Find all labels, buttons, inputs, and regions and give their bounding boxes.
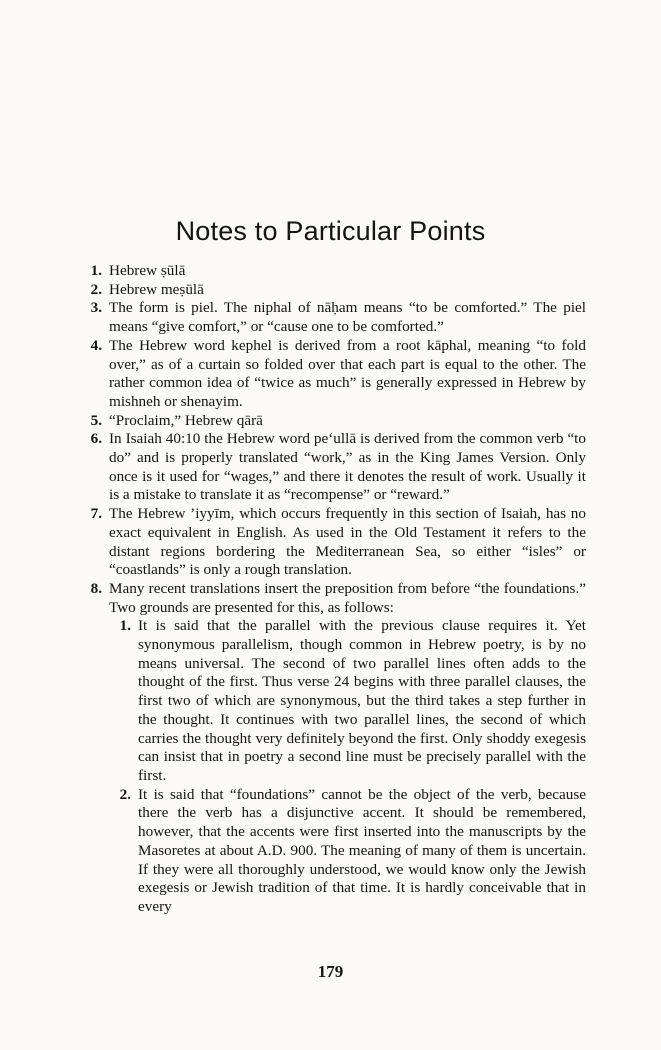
note-number: 5. [90, 411, 102, 429]
note-item [80, 337, 586, 412]
note-item [80, 412, 586, 431]
note-text: Hebrew ṣūlā [109, 262, 186, 279]
subnote-text: It is said that “foundations” cannot be the object of the verb, because there the verb has a disjunctive accent. It should be remembered, however, that the accents were first inserted into the manuscripts by the Masoretes at about A.D. 900. The meaning of many of them is uncertain. If they were all thoroughly understood, we would know only the Jewish exegesis or Jewish tradition of that time. It is hardly conceivable that in every [138, 785, 586, 915]
subnote-item [109, 786, 586, 917]
page-title: Notes to Particular Points [175, 216, 486, 246]
note-text: Hebrew meṣūlā [109, 280, 204, 298]
note-text: Many recent translations insert the preposition from before “the foundations.” Two grounds are presented for this, as follows: [109, 579, 586, 616]
note-text: “Proclaim,” Hebrew qārā [109, 411, 263, 429]
note-text: The Hebrew word kephel is derived from a root kāphal, meaning “to fold over,” as of a curtain so folded over that each part is equal to the other. The rather common idea of “twice as much” is generally expressed in Hebrew by mishneh or shenayim. [109, 336, 586, 410]
note-item [80, 299, 586, 336]
note-text: The form is piel. The niphal of nāḥam means “to be comforted.” The piel means “give comfort,” or “cause one to be comforted.” [109, 299, 586, 336]
note-item [80, 281, 586, 300]
subnotes-list [109, 617, 586, 916]
subnote-number: 1. [119, 617, 131, 635]
note-text: The Hebrew ’iyyīm, which occurs frequently in this section of Isaiah, has no exact equivalent in English. As used in the Old Testament it refers to the distant regions bordering the Mediterranean Sea, so either “isles” or “coastlands” is only a rough translation. [109, 505, 586, 579]
note-text: In Isaiah 40:10 the Hebrew word pe‘ullā is derived from the common verb “to do” and is properly translated “work,” as in the King James Version. Only once is it used for “wages,” and there it denotes the result of work. Usually it is a mistake to translate it as “recompense” or “reward.” [109, 430, 586, 504]
note-number: 8. [90, 579, 102, 597]
subnote-text: It is said that the parallel with the previous clause requires it. Yet synonymous parallelism, though common in Hebrew poetry, is by no means universal. The second of two parallel lines often adds to the thought of the first. Thus verse 24 begins with three parallel clauses, the first two of which are synonymous, but the third takes a step further in the thought. It continues with two parallel lines, the second of which carries the thought very definitely beyond the first. Only shoddy exegesis can insist that in poetry a second line must be precisely parallel with the first. [138, 617, 586, 784]
note-number: 3. [90, 299, 102, 317]
page-number: 179 [317, 962, 344, 981]
note-item [80, 505, 586, 580]
note-number: 2. [90, 280, 102, 298]
note-item [80, 430, 586, 505]
note-number: 7. [90, 505, 102, 523]
note-number: 1. [90, 262, 102, 279]
note-item [80, 262, 586, 281]
subnote-number: 2. [119, 785, 131, 803]
note-number: 4. [90, 336, 102, 354]
notes-list [80, 262, 586, 917]
note-number: 6. [90, 430, 102, 448]
subnote-item [109, 617, 586, 785]
note-item [80, 580, 586, 917]
